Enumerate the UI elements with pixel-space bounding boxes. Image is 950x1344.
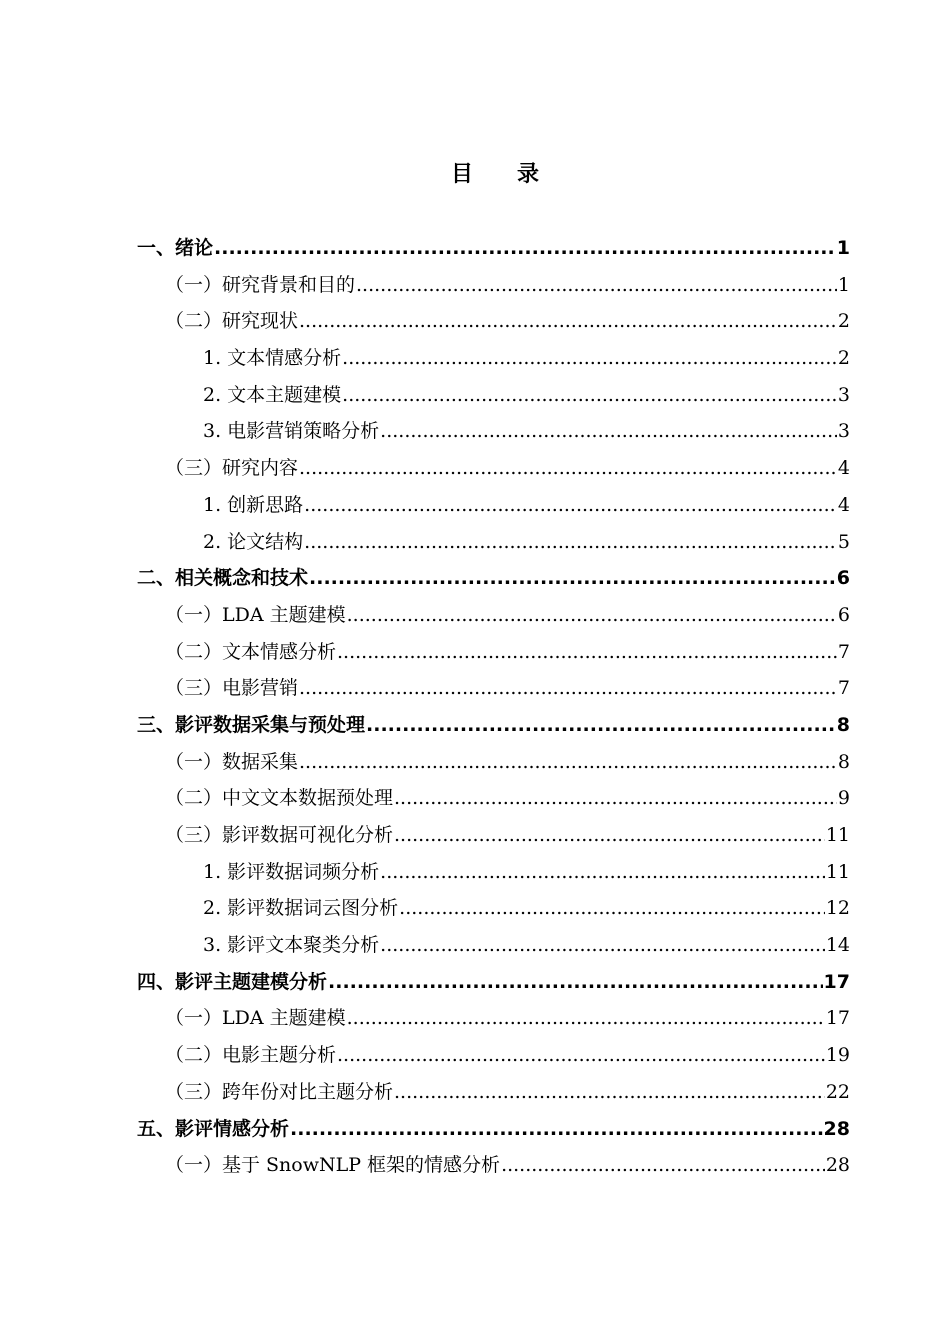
toc-entry-label: （三）影评数据可视化分析 bbox=[165, 824, 394, 846]
toc-entry[interactable] bbox=[137, 854, 850, 891]
toc-entry-page-number: 4 bbox=[837, 493, 850, 516]
toc-entry[interactable] bbox=[137, 377, 850, 414]
toc-entry-label: 1. 文本情感分析 bbox=[203, 347, 342, 370]
toc-entry-page-number: 14 bbox=[825, 934, 850, 957]
toc-entry-label: （一）LDA 主题建模 bbox=[165, 603, 346, 626]
toc-entry[interactable] bbox=[137, 560, 850, 597]
toc-entry-page-number: 11 bbox=[825, 860, 850, 883]
toc-leader-dots bbox=[394, 1074, 825, 1111]
toc-entry-label: 二、相关概念和技术 bbox=[137, 567, 309, 590]
toc-entry[interactable] bbox=[137, 230, 850, 267]
toc-entry-page-number: 5 bbox=[837, 530, 850, 553]
toc-leader-dots bbox=[337, 1037, 825, 1074]
toc-entry-label: （一）基于 SnowNLP 框架的情感分析 bbox=[165, 1154, 501, 1177]
toc-entry-label: 1. 创新思路 bbox=[203, 493, 304, 516]
toc-entry[interactable] bbox=[137, 524, 850, 561]
toc-entry-label: （二）电影主题分析 bbox=[165, 1044, 337, 1067]
toc-entry[interactable] bbox=[137, 303, 850, 340]
toc-entry-page-number: 6 bbox=[836, 567, 850, 590]
toc-entry-page-number: 7 bbox=[837, 677, 850, 700]
toc-leader-dots bbox=[380, 854, 825, 891]
toc-entry[interactable] bbox=[137, 340, 850, 377]
toc-leader-dots bbox=[214, 230, 836, 267]
toc-entry[interactable] bbox=[137, 634, 850, 671]
toc-entry-page-number: 17 bbox=[823, 970, 850, 993]
toc-entry[interactable] bbox=[137, 817, 850, 854]
toc-entry-label: 1. 影评数据词频分析 bbox=[203, 860, 380, 883]
toc-entry-page-number: 12 bbox=[825, 897, 850, 920]
toc-leader-dots bbox=[299, 303, 837, 340]
toc-entry[interactable] bbox=[137, 1037, 850, 1074]
toc-entry-label: 2. 影评数据词云图分析 bbox=[203, 897, 399, 920]
toc-leader-dots bbox=[299, 744, 837, 781]
toc-entry[interactable] bbox=[137, 890, 850, 927]
toc-entry[interactable] bbox=[137, 597, 850, 634]
toc-leader-dots bbox=[337, 634, 837, 671]
toc-entry-page-number: 6 bbox=[837, 603, 850, 626]
toc-entry-label: （二）中文文本数据预处理 bbox=[165, 787, 394, 810]
toc-entry[interactable] bbox=[137, 1000, 850, 1037]
toc-entry[interactable] bbox=[137, 964, 850, 1001]
toc-title bbox=[0, 158, 950, 192]
toc-entry-label: 3. 电影营销策略分析 bbox=[203, 420, 380, 443]
toc-entry-page-number: 19 bbox=[825, 1044, 850, 1067]
toc-entry-label: 四、影评主题建模分析 bbox=[137, 970, 328, 993]
toc-entry[interactable] bbox=[137, 670, 850, 707]
toc-leader-dots bbox=[394, 817, 825, 854]
toc-entry-label: （三）电影营销 bbox=[165, 677, 299, 700]
toc-entry-label: （一）LDA 主题建模 bbox=[165, 1007, 346, 1030]
toc-leader-dots bbox=[347, 1000, 825, 1037]
toc-entry-label: 3. 影评文本聚类分析 bbox=[203, 934, 380, 957]
toc-entry-page-number: 9 bbox=[837, 787, 850, 810]
toc-entry-label: 2. 文本主题建模 bbox=[203, 383, 342, 406]
toc-entry-label: （二）研究现状 bbox=[165, 310, 299, 333]
toc-entry[interactable] bbox=[137, 413, 850, 450]
toc-leader-dots bbox=[394, 780, 837, 817]
toc-entry-page-number: 11 bbox=[825, 824, 850, 846]
toc-entry-page-number: 4 bbox=[837, 457, 850, 480]
toc-entry-page-number: 1 bbox=[837, 273, 850, 296]
toc-entry-page-number: 28 bbox=[825, 1154, 850, 1177]
toc-entry-label: （三）跨年份对比主题分析 bbox=[165, 1080, 394, 1103]
toc-entry-page-number: 8 bbox=[837, 750, 850, 773]
toc-leader-dots bbox=[299, 670, 837, 707]
toc-entry[interactable] bbox=[137, 1111, 850, 1148]
toc-entry[interactable] bbox=[137, 487, 850, 524]
toc-entry[interactable] bbox=[137, 1074, 850, 1111]
toc-entry-page-number: 1 bbox=[836, 237, 850, 259]
table-of-contents bbox=[137, 230, 850, 1184]
toc-entry-page-number: 3 bbox=[837, 383, 850, 406]
toc-entry-page-number: 28 bbox=[823, 1117, 850, 1140]
toc-entry-label: 一、绪论 bbox=[137, 237, 214, 259]
toc-entry-page-number: 2 bbox=[837, 347, 850, 370]
toc-leader-dots bbox=[366, 707, 836, 744]
toc-leader-dots bbox=[309, 560, 836, 597]
toc-entry-label: 五、影评情感分析 bbox=[137, 1117, 290, 1140]
toc-entry-page-number: 2 bbox=[837, 310, 850, 333]
toc-entry-label: （二）文本情感分析 bbox=[165, 640, 337, 663]
toc-entry[interactable] bbox=[137, 1147, 850, 1184]
toc-leader-dots bbox=[304, 487, 837, 524]
toc-leader-dots bbox=[342, 340, 837, 377]
toc-entry-label: （一）研究背景和目的 bbox=[165, 273, 356, 296]
toc-leader-dots bbox=[290, 1111, 823, 1148]
toc-leader-dots bbox=[501, 1147, 825, 1184]
toc-entry-page-number: 7 bbox=[837, 640, 850, 663]
toc-leader-dots bbox=[380, 927, 825, 964]
toc-entry-page-number: 22 bbox=[825, 1080, 850, 1103]
toc-entry-label: 三、影评数据采集与预处理 bbox=[137, 713, 366, 736]
toc-title-part-1: 目 bbox=[450, 162, 473, 187]
toc-leader-dots bbox=[328, 964, 823, 1001]
toc-leader-dots bbox=[304, 524, 837, 561]
toc-entry-label: （一）数据采集 bbox=[165, 750, 299, 773]
toc-leader-dots bbox=[342, 377, 837, 414]
toc-entry[interactable] bbox=[137, 267, 850, 304]
toc-entry[interactable] bbox=[137, 927, 850, 964]
toc-entry[interactable] bbox=[137, 707, 850, 744]
toc-entry-page-number: 3 bbox=[837, 420, 850, 443]
toc-leader-dots bbox=[356, 267, 837, 304]
toc-leader-dots bbox=[380, 413, 837, 450]
toc-entry[interactable] bbox=[137, 744, 850, 781]
toc-entry-page-number: 8 bbox=[836, 713, 850, 736]
toc-entry-label: 2. 论文结构 bbox=[203, 530, 304, 553]
toc-leader-dots bbox=[347, 597, 837, 634]
toc-entry-label: （三）研究内容 bbox=[165, 457, 299, 480]
toc-leader-dots bbox=[399, 890, 825, 927]
toc-entry[interactable] bbox=[137, 780, 850, 817]
toc-title-part-2: 录 bbox=[517, 162, 540, 187]
toc-entry[interactable] bbox=[137, 450, 850, 487]
toc-entry-page-number: 17 bbox=[825, 1007, 850, 1030]
toc-leader-dots bbox=[299, 450, 837, 487]
